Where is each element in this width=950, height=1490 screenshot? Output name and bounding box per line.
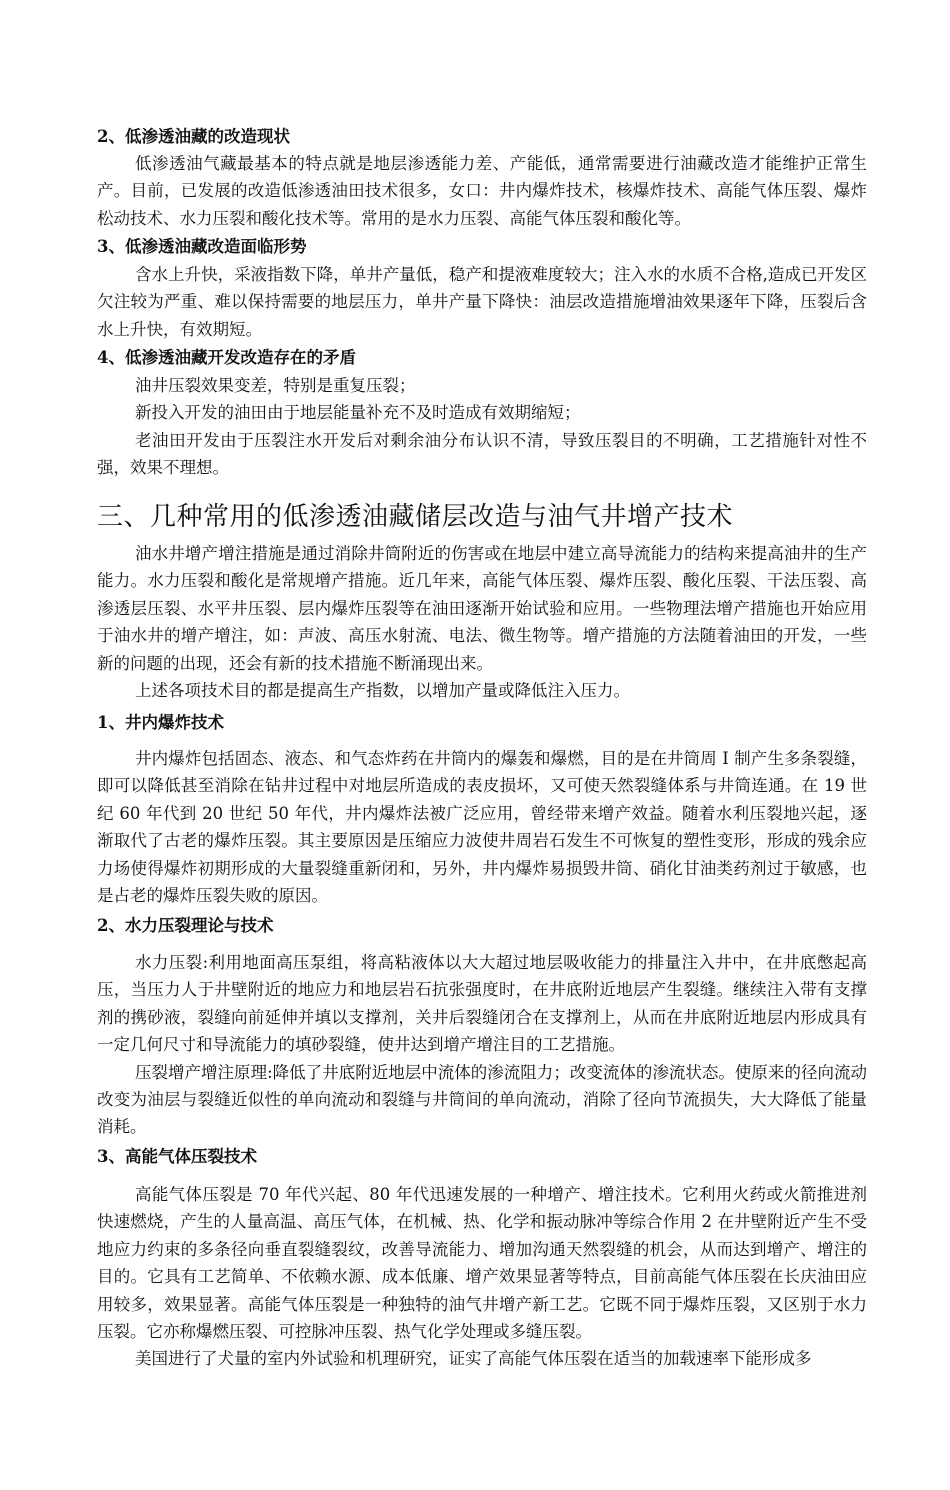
paragraph-hydraulic bbox=[97, 949, 867, 1141]
paragraph-text: 低渗透油气藏最基本的特点就是地层渗透能力差、产能低，通常需要进行油藏改造才能维护正常生产。目前，已发展的改造低渗透油田技术很多，女口：井内爆炸技术，核爆炸技术、高能气体压裂、爆炸松动技术、水力压裂和酸化技术等。常用的是水力压裂、高能气体压裂和酸化等。 bbox=[97, 154, 867, 228]
paragraph-text: 水力压裂:利用地面高压泵组，将高粘液体以大大超过地层吸收能力的排量注入井中，在井底憋起高压，当压力人于井壁附近的地应力和地层岩石抗张强度时，在井底附近地层产生裂缝。继续注入带有支撑剂的携砂液，裂缝向前延伸并填以支撑剂，关井后裂缝闭合在支撑剂上，从而在井底附近地层内形成具有一定几何尺寸和导流能力的填砂裂缝，使井达到增产增注目的工艺措施。 bbox=[97, 953, 867, 1055]
subheading-2-reform-status: 2、低渗透油藏的改造现状 bbox=[97, 127, 290, 146]
paragraph-text: 油井压裂效果变差，特别是重复压裂； bbox=[135, 376, 416, 395]
subheading-4-contradictions: 4、低渗透油藏开发改造存在的矛盾 bbox=[97, 348, 356, 367]
subheading-1-explosion: 1、井内爆炸技术 bbox=[97, 713, 224, 732]
paragraph-text: 高能气体压裂是 70 年代兴起、80 年代迅速发展的一种增产、增注技术。它利用火药或火箭推进剂快速燃烧，产生的人量高温、高压气体，在机械、热、化学和振动脉冲等综合作用 2 在井壁附近产生不受地应力约束的多条径向垂直裂缝裂纹，改善导流能力、增加沟通天然裂缝的机会，从而达到增产、增注的目的。它具有工艺简单、不依赖水源、成本低廉、增产效果显著等特点，目前高能气体压裂在长庆油田应用较多，效果显著。高能气体压裂是一种独特的油气井增产新工艺。它既不同于爆炸压裂，又区别于水力压裂。它亦称爆燃压裂、可控脉冲压裂、热气化学处理或多缝压裂。 bbox=[97, 1185, 867, 1342]
paragraph-text: 美国进行了犬量的室内外试验和机理研究，证实了高能气体压裂在适当的加载速率下能形成多 bbox=[135, 1349, 812, 1369]
paragraph-explosion bbox=[97, 745, 867, 909]
paragraph-high-energy-gas bbox=[97, 1181, 867, 1373]
paragraph-text: 老油田开发由于压裂注水开发后对剩余油分布认识不清，导致压裂目的不明确，工艺措施针对性不强，效果不理想。 bbox=[97, 430, 867, 478]
subheading-3-high-energy-gas: 3、高能气体压裂技术 bbox=[97, 1147, 257, 1166]
paragraph-text: 含水上升快，采液指数下降，单井产量低，稳产和提液难度较大；注入水的水质不合格,造成已开发区欠注较为严重、难以保持需要的地层压力，单井产量下降快：油层改造措施增油效果逐年下降，压裂后含水上升快，有效期短。 bbox=[97, 265, 867, 339]
paragraph-text: 井内爆炸包括固态、液态、和气态炸药在井筒内的爆轰和爆燃，目的是在井筒周 I 制产生多条裂缝，即可以降低甚至消除在钻井过程中对地层所造成的表皮损坏，又可使天然裂缝体系与井筒连通。在 19 世纪 60 年代到 20 世纪 50 年代，井内爆炸法被广泛应用，曾经带来增产效益。随着水利压裂地兴起，逐渐取代了古老的爆炸压裂。其主要原因是压缩应力波使井周岩石发生不可恢复的塑性变形，形成的残余应力场使得爆炸初期形成的大量裂缝重新闭和，另外，井内爆炸易损毁井筒、硝化甘油类药剂过于敏感，也是占老的爆炸压裂失败的原因。 bbox=[97, 749, 867, 906]
paragraph-section-intro bbox=[97, 540, 867, 704]
section-heading-3: 三、几种常用的低渗透油藏储层改造与油气井增产技术 bbox=[97, 502, 734, 532]
paragraph-text: 压裂增产增注原理:降低了井底附近地层中流体的渗流阻力；改变流体的渗流状态。使原来的径向流动改变为油层与裂缝近似性的单向流动和裂缝与井筒间的单向流动，消除了径向节流损失，大大降低了能量消耗。 bbox=[97, 1062, 867, 1137]
paragraph-situation bbox=[97, 261, 867, 343]
paragraph-text: 油水井增产增注措施是通过消除井筒附近的伤害或在地层中建立高导流能力的结构来提高油井的生产能力。水力压裂和酸化是常规增产措施。近几年来，高能气体压裂、爆炸压裂、酸化压裂、干法压裂、高渗透层压裂、水平井压裂、层内爆炸压裂等在油田逐渐开始试验和应用。一些物理法增产措施也开始应用于油水井的增产增注，如：声波、高压水射流、电法、微生物等。增产措施的方法随着油田的开发，一些新的问题的出现，还会有新的技术措施不断涌现出来。 bbox=[97, 544, 867, 673]
paragraph-text: 新投入开发的油田由于地层能量补充不及时造成有效期缩短； bbox=[135, 403, 581, 423]
subheading-2-hydraulic: 2、水力压裂理论与技术 bbox=[97, 916, 274, 935]
subheading-3-situation: 3、低渗透油藏改造面临形势 bbox=[97, 237, 307, 256]
paragraph-text: 上述各项技术目的都是提高生产指数，以增加产量或降低注入压力。 bbox=[135, 681, 630, 701]
paragraph-contradictions bbox=[97, 372, 867, 482]
paragraph-reform-status bbox=[97, 150, 867, 232]
